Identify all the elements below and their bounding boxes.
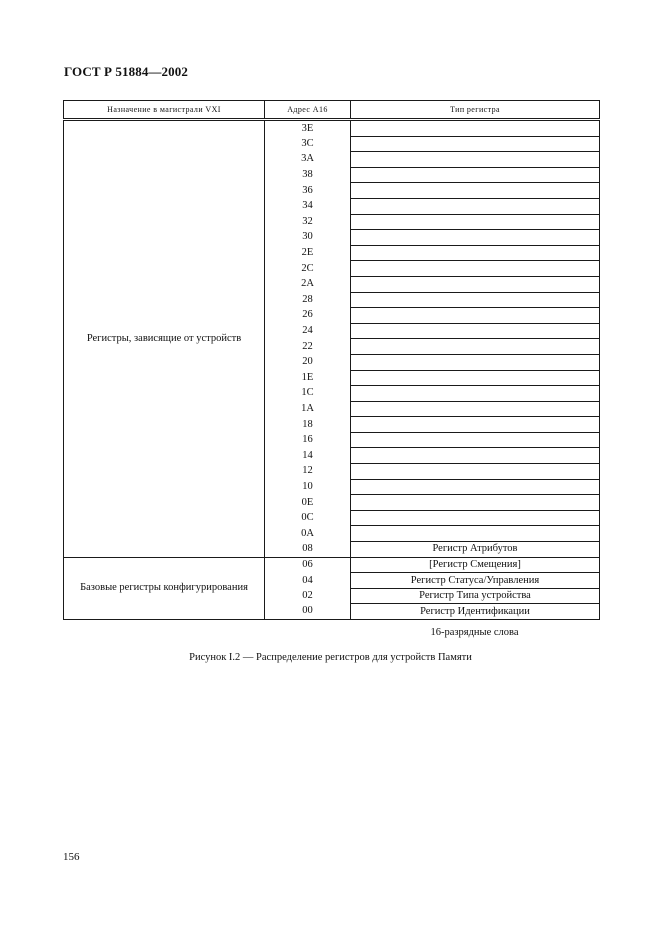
address-cell: 26	[265, 308, 351, 324]
register-type-cell	[351, 354, 600, 370]
register-map-table	[63, 100, 600, 620]
register-type-cell: Регистр Статуса/Управления	[351, 573, 600, 589]
register-type-cell	[351, 198, 600, 214]
register-group-label: Базовые регистры конфигурирования	[64, 557, 265, 619]
address-cell: 0C	[265, 510, 351, 526]
register-type-cell	[351, 292, 600, 308]
register-type-cell	[351, 495, 600, 511]
address-cell: 3A	[265, 152, 351, 168]
register-type-cell	[351, 261, 600, 277]
page-number: 156	[63, 851, 80, 863]
table-header-row	[64, 101, 600, 120]
address-cell: 0E	[265, 495, 351, 511]
address-cell: 14	[265, 448, 351, 464]
register-type-cell	[351, 276, 600, 292]
address-cell: 02	[265, 588, 351, 604]
register-type-cell	[351, 183, 600, 199]
address-cell: 30	[265, 230, 351, 246]
address-cell: 2A	[265, 276, 351, 292]
figure-caption: Рисунок I.2 — Распределение регистров для устройств Памяти	[189, 652, 472, 663]
register-type-cell	[351, 464, 600, 480]
address-cell: 04	[265, 573, 351, 589]
address-cell: 38	[265, 167, 351, 183]
register-type-cell	[351, 448, 600, 464]
register-type-cell	[351, 432, 600, 448]
address-cell: 12	[265, 464, 351, 480]
register-type-cell	[351, 401, 600, 417]
register-type-cell	[351, 417, 600, 433]
address-cell: 16	[265, 432, 351, 448]
address-cell: 06	[265, 557, 351, 573]
register-type-cell	[351, 120, 600, 137]
register-type-cell	[351, 230, 600, 246]
column-header-purpose: Назначение в магистрали VXI	[64, 101, 265, 120]
address-cell: 2E	[265, 245, 351, 261]
address-cell: 08	[265, 542, 351, 558]
register-type-cell	[351, 214, 600, 230]
address-cell: 18	[265, 417, 351, 433]
register-type-cell	[351, 167, 600, 183]
address-cell: 34	[265, 198, 351, 214]
address-cell: 28	[265, 292, 351, 308]
column-header-address: Адрес А16	[265, 101, 351, 120]
word-size-label: 16-разрядные слова	[430, 627, 519, 638]
table-row	[64, 557, 600, 573]
register-type-cell	[351, 136, 600, 152]
register-type-cell	[351, 370, 600, 386]
register-group-label: Регистры, зависящие от устройств	[64, 120, 265, 558]
register-type-cell	[351, 245, 600, 261]
register-type-cell: Регистр Типа устройства	[351, 588, 600, 604]
address-cell: 1C	[265, 386, 351, 402]
address-cell: 10	[265, 479, 351, 495]
register-type-cell	[351, 386, 600, 402]
register-type-cell	[351, 152, 600, 168]
register-type-cell	[351, 308, 600, 324]
address-cell: 32	[265, 214, 351, 230]
address-cell: 00	[265, 604, 351, 620]
register-type-cell: Регистр Атрибутов	[351, 542, 600, 558]
register-type-cell	[351, 323, 600, 339]
address-cell: 0A	[265, 526, 351, 542]
register-type-cell: Регистр Идентификации	[351, 604, 600, 620]
address-cell: 1A	[265, 401, 351, 417]
register-type-cell: [Регистр Смещения]	[351, 557, 600, 573]
address-cell: 1E	[265, 370, 351, 386]
address-cell: 24	[265, 323, 351, 339]
register-type-cell	[351, 479, 600, 495]
address-cell: 2C	[265, 261, 351, 277]
register-table-body	[64, 120, 600, 620]
address-cell: 36	[265, 183, 351, 199]
table-row	[64, 120, 600, 137]
address-cell: 3C	[265, 136, 351, 152]
document-header: ГОСТ Р 51884—2002	[64, 64, 188, 79]
address-cell: 20	[265, 354, 351, 370]
register-type-cell	[351, 339, 600, 355]
register-type-cell	[351, 526, 600, 542]
register-type-cell	[351, 510, 600, 526]
address-cell: 22	[265, 339, 351, 355]
column-header-register-type: Тип регистра	[351, 101, 600, 120]
address-cell: 3E	[265, 120, 351, 137]
